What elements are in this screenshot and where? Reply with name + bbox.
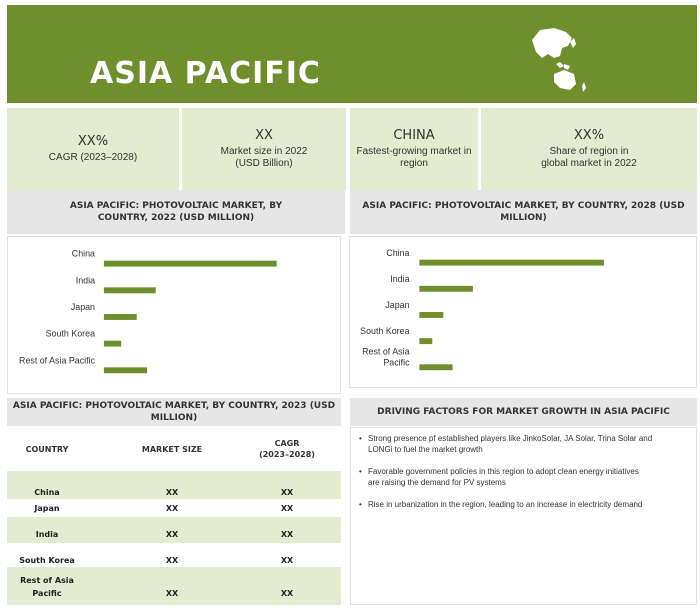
category-label: Rest of Asia Pacific — [19, 355, 96, 366]
driver-item — [368, 466, 693, 488]
category-label: Japan — [70, 302, 96, 313]
bar-india — [419, 286, 473, 292]
kpi-label: CAGR (2023–2028) — [48, 152, 138, 163]
driver-item-line1: • Strong presence pf established players like JinkoSolar, JA Solar, Trina Solar and — [368, 434, 653, 443]
kpi-label: region — [400, 158, 428, 169]
table-row — [7, 471, 341, 499]
kpi-label: Market size in 2022 — [220, 146, 308, 157]
driver-item-line2: LONGi to fuel the market growth — [368, 445, 483, 454]
cell-country: India — [35, 530, 59, 539]
cell-country — [7, 576, 87, 599]
drivers-title: DRIVING FACTORS FOR MARKET GROWTH IN ASIA PACIFIC — [350, 398, 697, 426]
category-label: Rest of Asia Pacific — [362, 346, 410, 368]
kpi-label: Fastest-growing market in — [356, 146, 472, 157]
chart-2022-title: ASIA PACIFIC: PHOTOVOLTAIC MARKET, BY COUNTRY, 2022 (USD MILLION) — [7, 190, 345, 234]
asia-pacific-map-icon — [520, 18, 590, 98]
region-title: ASIA PACIFIC — [90, 56, 321, 91]
kpi-value: XX% — [573, 128, 605, 143]
chart-2028 — [349, 236, 697, 388]
kpi-value: CHINA — [393, 128, 435, 143]
table-header-row — [7, 430, 341, 466]
driver-item-line2: are raising the demand for PV systems — [368, 478, 506, 487]
col-header-market-size: MARKET SIZE — [141, 445, 203, 454]
cell-cagr: XX — [280, 488, 294, 497]
bar-south-korea — [419, 338, 432, 344]
cell-cagr: XX — [280, 589, 294, 598]
kpi-label: global market in 2022 — [541, 158, 637, 169]
cell-market-size: XX — [165, 556, 179, 565]
kpi-cagr — [7, 108, 179, 190]
kpi-label: (USD Billion) — [235, 158, 293, 169]
driver-item — [368, 433, 693, 455]
category-label: South Korea — [360, 326, 410, 337]
category-label: South Korea — [45, 328, 96, 339]
cell-market-size: XX — [165, 504, 179, 513]
bar-india — [104, 287, 156, 293]
drivers-panel — [350, 427, 697, 605]
table-row — [7, 567, 341, 605]
kpi-region-share — [481, 108, 697, 190]
cell-market-size: XX — [165, 530, 179, 539]
cell-cagr: XX — [280, 530, 294, 539]
bar-rest-of-asia-pacific — [419, 364, 452, 370]
cell-country: South Korea — [19, 556, 75, 565]
cell-market-size: XX — [165, 589, 179, 598]
col-header-country: COUNTRY — [25, 445, 69, 454]
kpi-market-size — [182, 108, 346, 190]
col-header-cagr-line2: (2023–2028) — [259, 450, 315, 459]
driver-item-line1: • Rise in urbanization in the region, leading to an increase in electricity demand — [368, 500, 643, 509]
category-label: China — [71, 248, 96, 259]
bar-china — [419, 260, 604, 266]
chart-2028-title: ASIA PACIFIC: PHOTOVOLTAIC MARKET, BY COUNTRY, 2028 (USD MILLION) — [350, 190, 697, 234]
bar-south-korea — [104, 341, 121, 347]
driver-item — [368, 499, 693, 510]
driver-item-line1: • Favorable government policies in this region to adopt clean energy initiatives — [368, 467, 639, 476]
category-label: China — [386, 247, 410, 258]
category-label: India — [75, 275, 96, 286]
col-header-cagr-line1: CAGR — [274, 439, 300, 448]
cell-country-line1: Rest of Asia — [20, 576, 74, 585]
kpi-label: Share of region in — [549, 146, 629, 157]
cell-country-line2: Pacific — [32, 589, 62, 598]
table-row — [7, 517, 341, 543]
cell-cagr: XX — [280, 556, 294, 565]
cell-market-size: XX — [165, 488, 179, 497]
table-row — [7, 499, 341, 517]
kpi-value: XX — [255, 128, 273, 143]
bar-japan — [419, 312, 443, 318]
table-row — [7, 543, 341, 567]
chart-2022 — [7, 236, 341, 394]
category-label: India — [390, 273, 410, 284]
category-label: Japan — [385, 300, 410, 311]
table-title: ASIA PACIFIC: PHOTOVOLTAIC MARKET, BY COUNTRY, 2023 (USD MILLION) — [7, 398, 341, 426]
cell-cagr: XX — [280, 504, 294, 513]
bar-japan — [104, 314, 137, 320]
col-header-cagr — [247, 438, 327, 460]
bar-rest-of-asia-pacific — [104, 367, 147, 373]
cell-country: China — [34, 488, 60, 497]
bar-china — [104, 261, 277, 267]
kpi-fastest-market — [350, 108, 478, 190]
cell-country: Japan — [34, 504, 60, 513]
kpi-value: XX% — [77, 134, 109, 149]
